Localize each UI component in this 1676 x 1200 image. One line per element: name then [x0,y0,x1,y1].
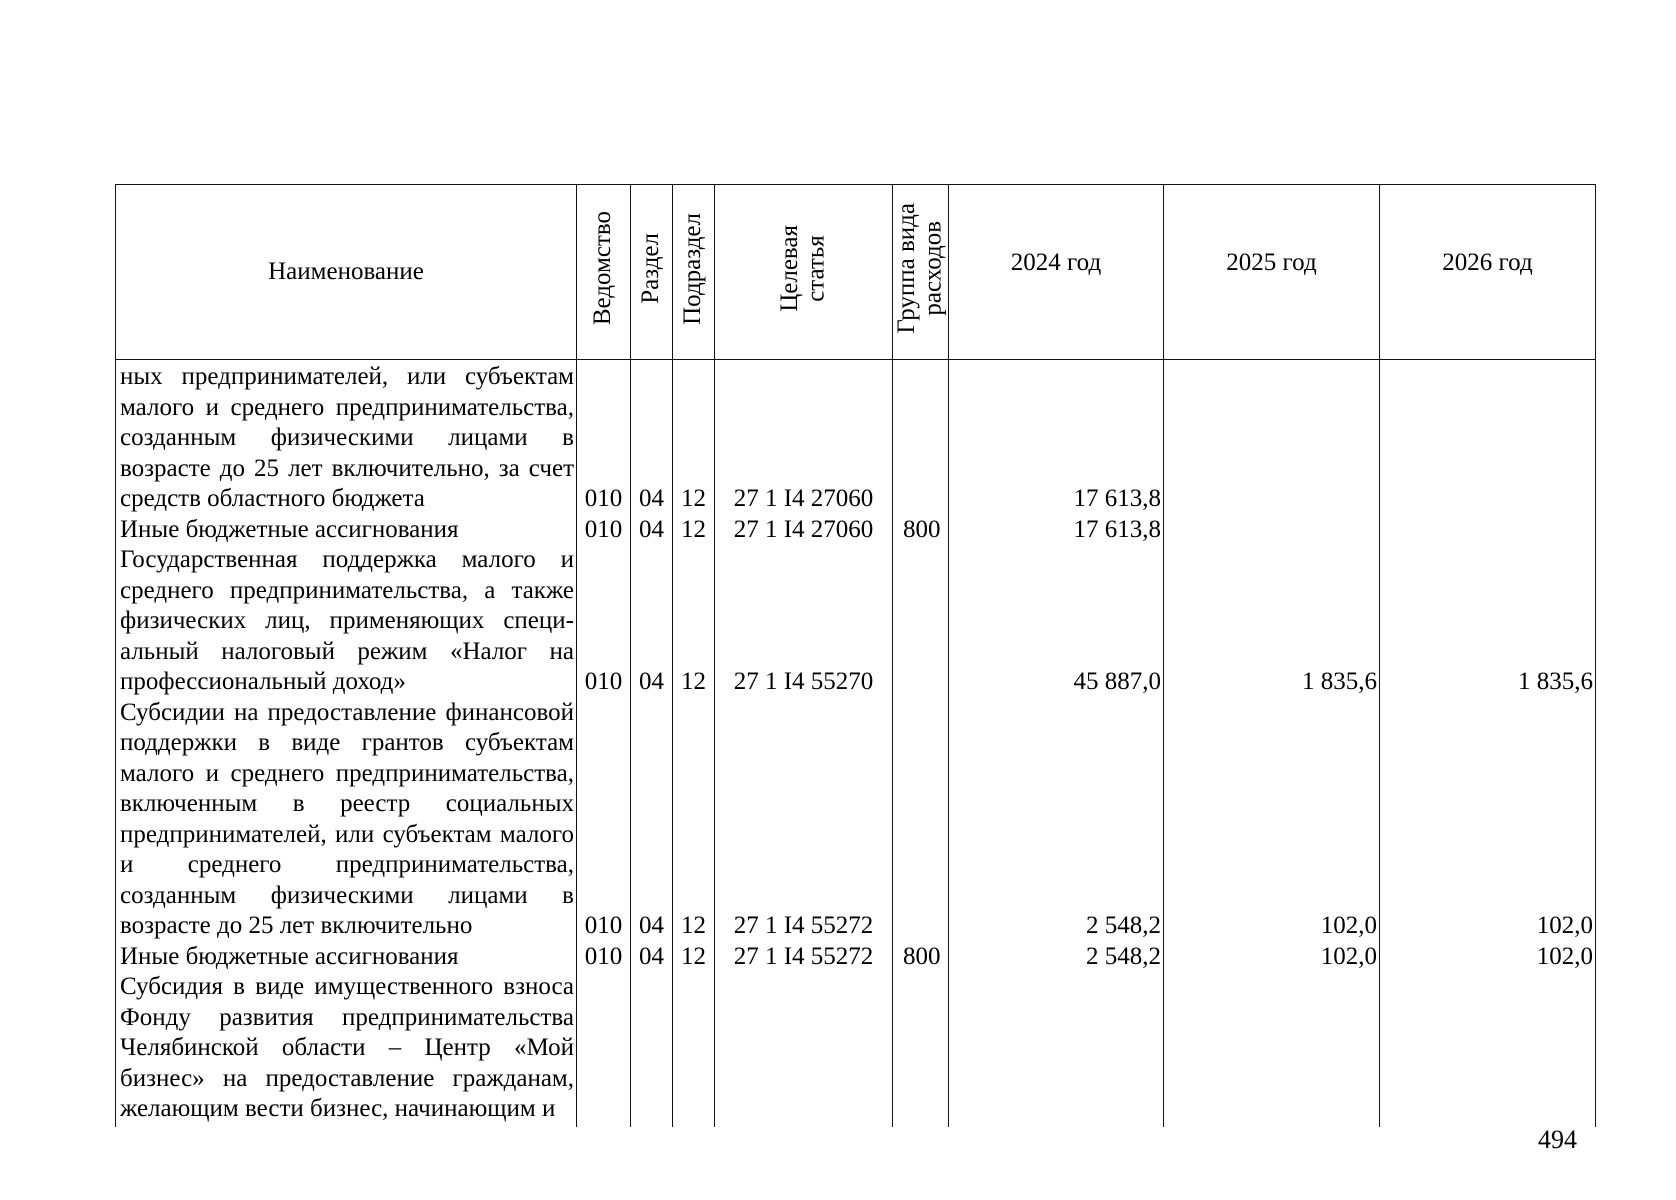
row-value-2026 [1380,972,1596,1127]
row-gruppa [893,360,949,515]
table-row [116,698,1596,942]
row-podrazdel [673,972,715,1127]
row-vedomstvo: 010 [577,942,631,973]
row-gruppa: 800 [893,515,949,546]
budget-table [115,184,1596,1127]
row-name: Иные бюджетные ассигнования [116,942,577,973]
row-value-2025 [1164,515,1380,546]
row-vedomstvo [577,972,631,1127]
row-tselevaya-statya: 27 1 I4 27060 [715,515,893,546]
row-value-2024: 17 613,8 [949,515,1164,546]
row-vedomstvo: 010 [577,545,631,698]
row-podrazdel: 12 [673,545,715,698]
row-value-2026 [1380,515,1596,546]
row-name: Субсидия в виде имущественного взноса Фонду развития предпринимательства Челябинской области – Центр «Мой бизнес» на предоставление гражданам, желающим вести бизнес, начинающим и [116,972,577,1127]
row-razdel: 04 [631,942,673,973]
header-gruppa-vida-rashodov: Группа вида расходов [893,185,949,360]
row-gruppa: 800 [893,942,949,973]
row-value-2025 [1164,972,1380,1127]
row-tselevaya-statya: 27 1 I4 27060 [715,360,893,515]
header-vedomstvo: Ведомство [577,185,631,360]
row-gruppa [893,972,949,1127]
header-name: Наименование [116,185,577,360]
row-podrazdel: 12 [673,515,715,546]
row-value-2025: 102,0 [1164,698,1380,942]
row-tselevaya-statya: 27 1 I4 55270 [715,545,893,698]
row-value-2026: 1 835,6 [1380,545,1596,698]
header-year-2025: 2025 год [1164,185,1380,360]
row-value-2025 [1164,360,1380,515]
row-gruppa [893,698,949,942]
row-value-2024: 2 548,2 [949,942,1164,973]
row-value-2026: 102,0 [1380,942,1596,973]
row-razdel: 04 [631,360,673,515]
table-row [116,545,1596,698]
row-razdel: 04 [631,515,673,546]
row-value-2024: 2 548,2 [949,698,1164,942]
row-podrazdel: 12 [673,360,715,515]
row-vedomstvo: 010 [577,515,631,546]
row-podrazdel: 12 [673,942,715,973]
row-vedomstvo: 010 [577,698,631,942]
row-gruppa [893,545,949,698]
header-razdel: Раздел [631,185,673,360]
row-value-2024: 17 613,8 [949,360,1164,515]
row-value-2026: 102,0 [1380,698,1596,942]
header-tselevaya-statya: Целевая статья [715,185,893,360]
row-razdel: 04 [631,545,673,698]
row-name: Государственная поддержка малого и среднего предпринимательства, а также физических лиц, применяющих специальный налоговый режим «Налог на профессиональный доход» [116,545,577,698]
row-tselevaya-statya: 27 1 I4 55272 [715,698,893,942]
row-tselevaya-statya [715,972,893,1127]
row-razdel [631,972,673,1127]
row-tselevaya-statya: 27 1 I4 55272 [715,942,893,973]
table-row [116,942,1596,973]
table-row [116,360,1596,515]
row-value-2025: 102,0 [1164,942,1380,973]
table-row [116,972,1596,1127]
row-razdel: 04 [631,698,673,942]
table-row [116,515,1596,546]
row-podrazdel: 12 [673,698,715,942]
page-number: 494 [1538,1125,1577,1154]
table-header-row [116,185,1596,360]
row-name: Иные бюджетные ассигнования [116,515,577,546]
row-vedomstvo: 010 [577,360,631,515]
row-value-2026 [1380,360,1596,515]
row-name: Субсидии на предоставление финансовой поддержки в виде грантов субъектам малого и среднего предпринимательства, включенным в реестр социальных предпринимателей, или субъектам малого и среднего предпринимательства, созданным физическими лицами в возрасте до 25 лет включительно [116,698,577,942]
row-value-2024: 45 887,0 [949,545,1164,698]
row-value-2025: 1 835,6 [1164,545,1380,698]
header-year-2024: 2024 год [949,185,1164,360]
row-value-2024 [949,972,1164,1127]
header-year-2026: 2026 год [1380,185,1596,360]
row-name: ных предпринимателей, или субъектам малого и среднего предпринимательства, созданным физическими лицами в возрасте до 25 лет включительно, за счет средств областного бюджета [116,360,577,515]
header-podrazdel: Подраздел [673,185,715,360]
